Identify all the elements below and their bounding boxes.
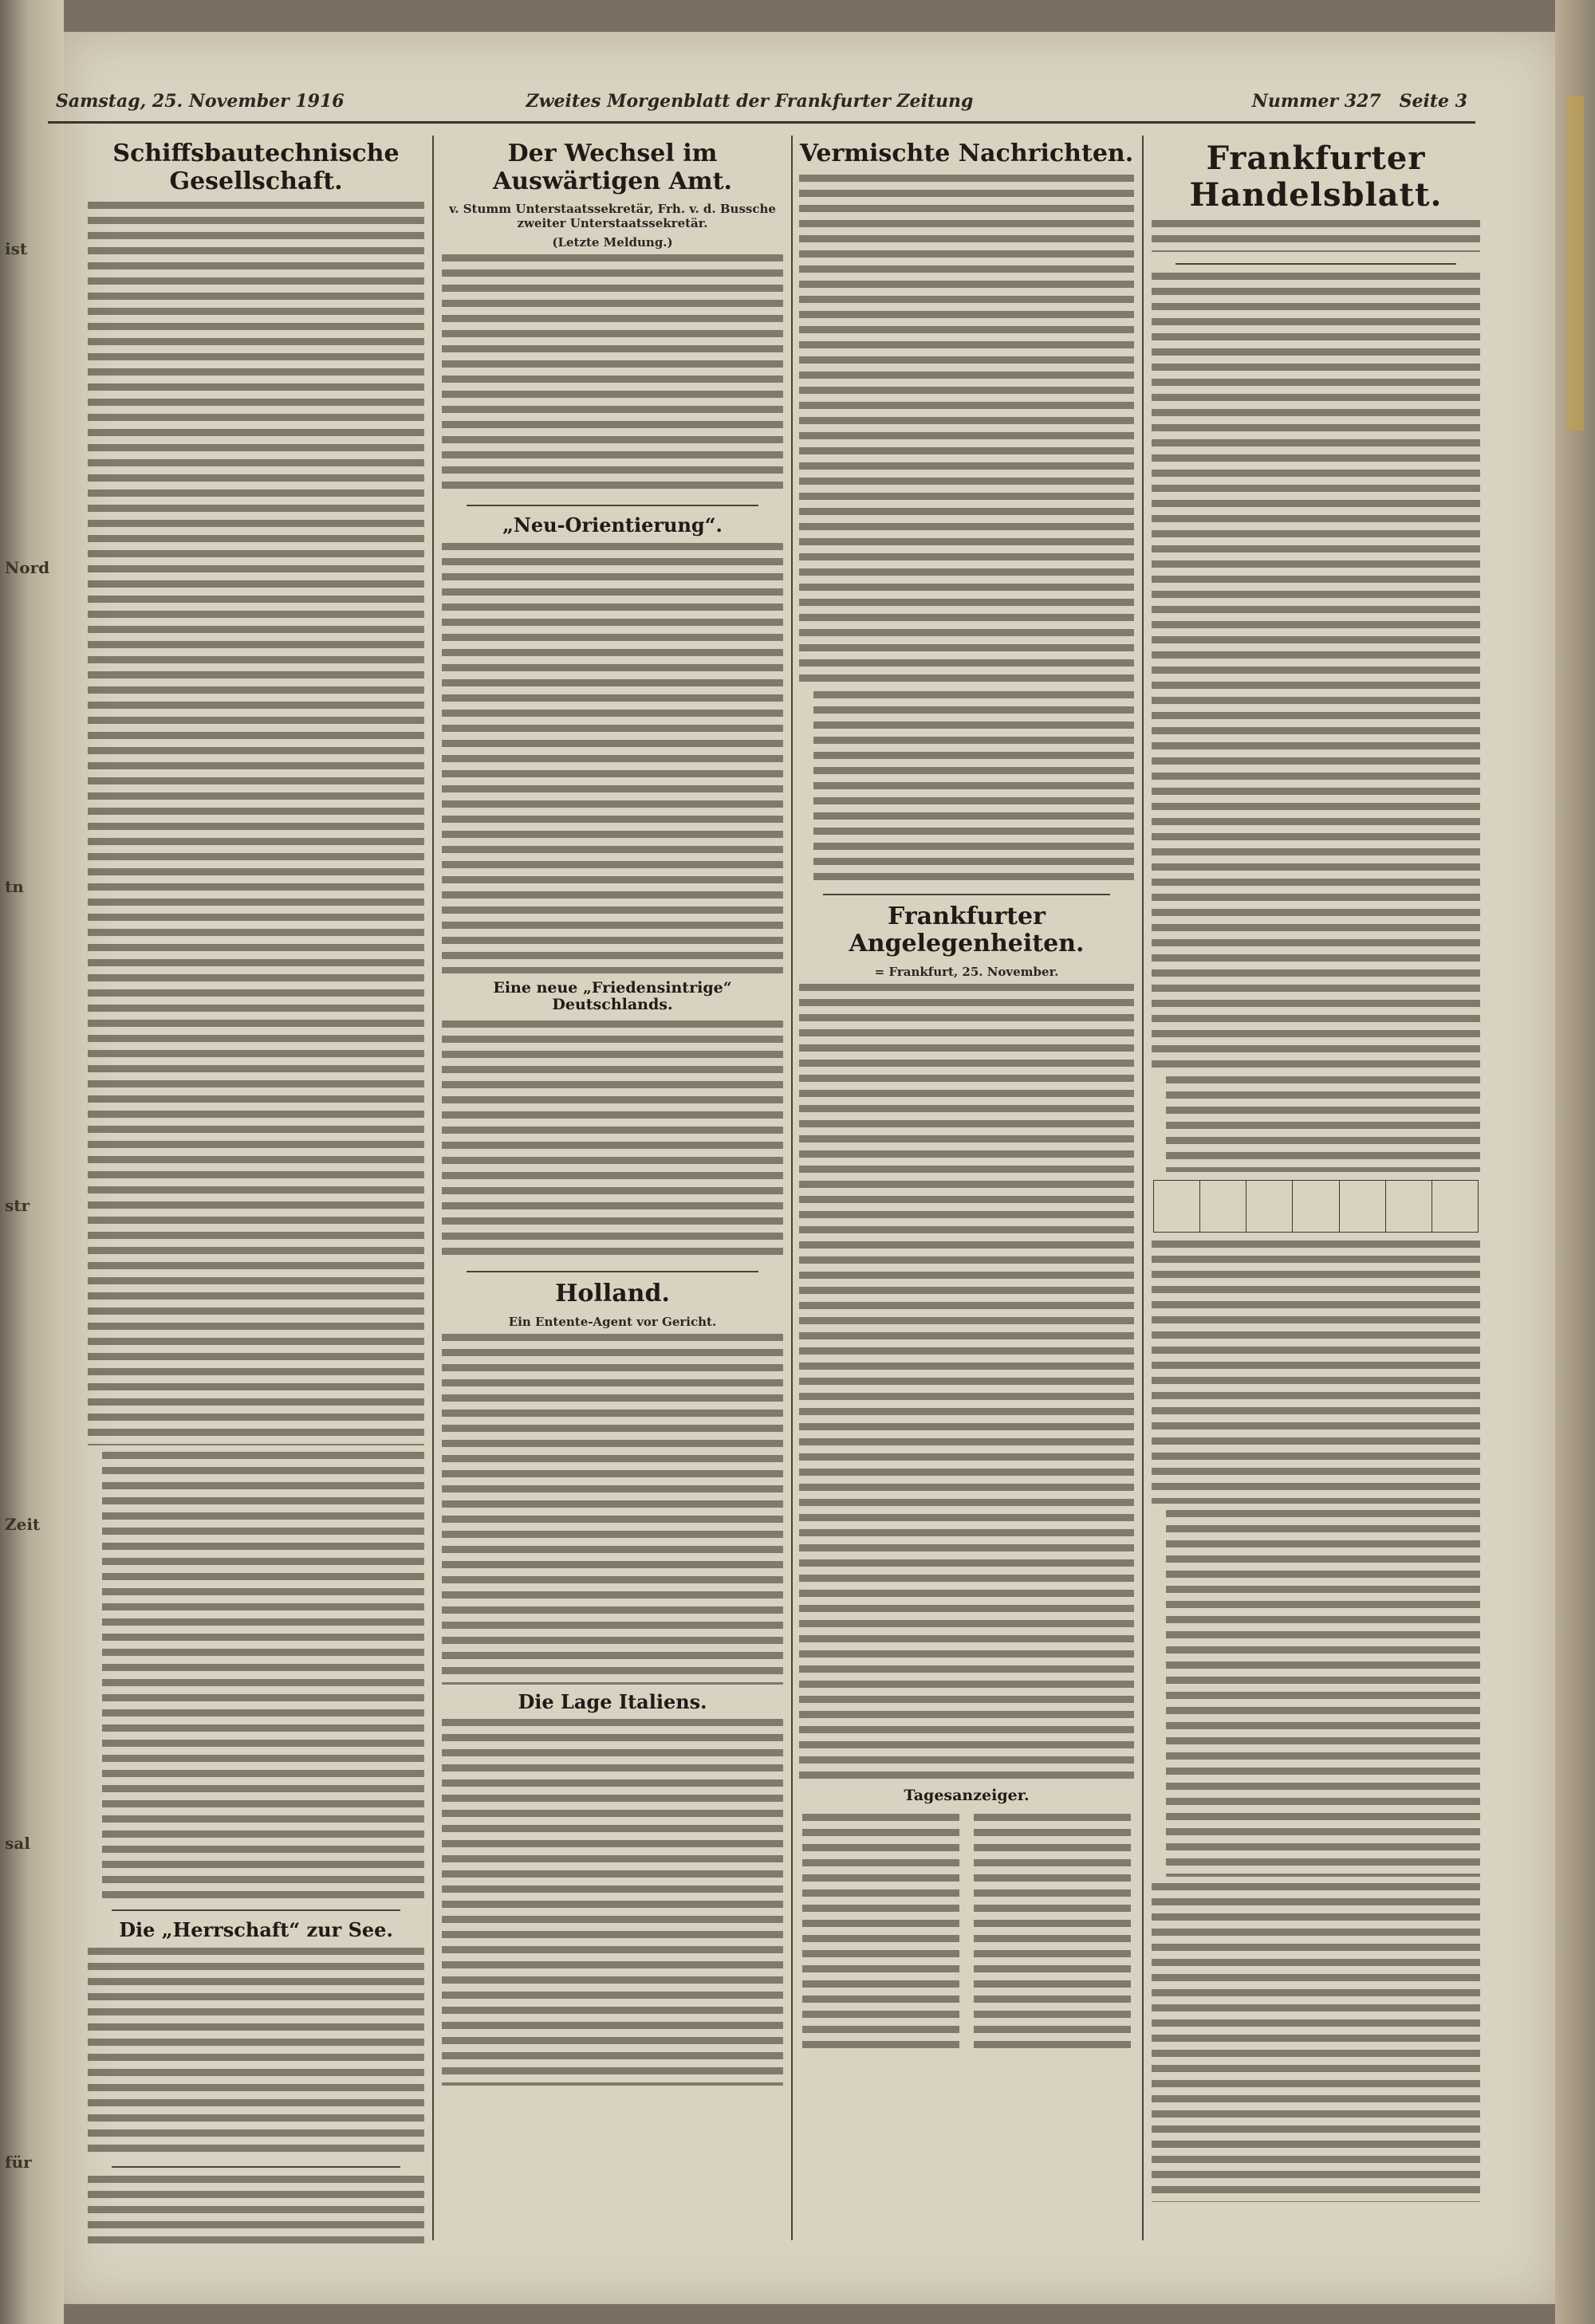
masthead-page: Seite 3	[1399, 91, 1467, 112]
konsols-table	[1153, 1180, 1479, 1233]
headline-vermischte: Vermischte Nachrichten.	[799, 140, 1134, 167]
divider	[467, 1271, 758, 1272]
masthead-date: Samstag, 25. November 1916	[56, 91, 345, 112]
divider	[823, 894, 1110, 895]
column-1	[85, 136, 427, 2256]
headline-holland: Holland.	[555, 1280, 670, 1308]
article-body	[102, 1452, 424, 1898]
article-body	[813, 691, 1134, 883]
column-rule	[432, 136, 434, 2240]
article-body	[88, 2176, 424, 2247]
article-body	[1152, 1241, 1480, 1504]
article-body	[442, 1020, 783, 1260]
article-body	[1152, 1883, 1480, 2202]
article-body	[1166, 1510, 1480, 1877]
column-4	[1148, 136, 1483, 2256]
headline-tagesanzeiger: Tagesanzeiger.	[904, 1786, 1030, 1804]
article-body	[1166, 1076, 1480, 1172]
divider	[1176, 263, 1457, 265]
masthead-number: Nummer 327	[1251, 91, 1381, 112]
divider	[467, 505, 758, 506]
listing-column	[974, 1814, 1131, 2053]
article-body	[799, 175, 1134, 685]
article-body	[1152, 220, 1480, 252]
headline-neuorientierung: „Neu-Orientierung“.	[502, 513, 723, 537]
page-binding: ist Nord tn str Zeit sal für	[0, 0, 64, 2324]
subheadline: (Letzte Meldung.)	[552, 235, 673, 250]
headline-herrschaft: Die „Herrschaft“ zur See.	[119, 1918, 393, 1941]
article-body	[442, 543, 783, 973]
divider	[112, 1909, 400, 1911]
subheadline: Ein Entente-Agent vor Gericht.	[508, 1314, 717, 1329]
article-body	[442, 254, 783, 494]
tagesanzeiger-listing	[799, 1811, 1134, 2059]
column-rule	[791, 136, 793, 2240]
subheadline: v. Stumm Unterstaatssekretär, Frh. v. d. Bussche zweiter Unterstaatssekretär.	[449, 202, 776, 230]
column-3	[796, 136, 1137, 2256]
article-body	[88, 1948, 424, 2155]
page-edge	[1555, 0, 1595, 2324]
masthead	[48, 86, 1475, 124]
listing-column	[802, 1814, 959, 2053]
headline-friedensintrige: Eine neue „Friedensintrige“ Deutschlands.	[493, 978, 732, 1014]
headline-handelsblatt: Frankfurter Handelsblatt.	[1189, 140, 1443, 214]
headline-frankfurter-angelegenheiten: Frankfurter Angelegenheiten.	[849, 902, 1085, 958]
headline-italien: Die Lage Italiens.	[518, 1689, 707, 1713]
headline-schiffsbau: Schiffsbautechnische Gesellschaft.	[112, 140, 400, 195]
dateline: = Frankfurt, 25. November.	[874, 964, 1059, 979]
article-body	[442, 1334, 783, 1685]
article-body	[799, 984, 1134, 1781]
headline-wechsel: Der Wechsel im Auswärtigen Amt.	[493, 140, 732, 195]
divider	[112, 2166, 400, 2168]
article-body	[88, 202, 424, 1445]
masthead-edition: Zweites Morgenblatt der Frankfurter Zeitung	[526, 91, 974, 112]
column-rule	[1142, 136, 1144, 2240]
column-2	[439, 136, 786, 2256]
article-body	[442, 1719, 783, 2086]
article-body	[1152, 273, 1480, 1070]
